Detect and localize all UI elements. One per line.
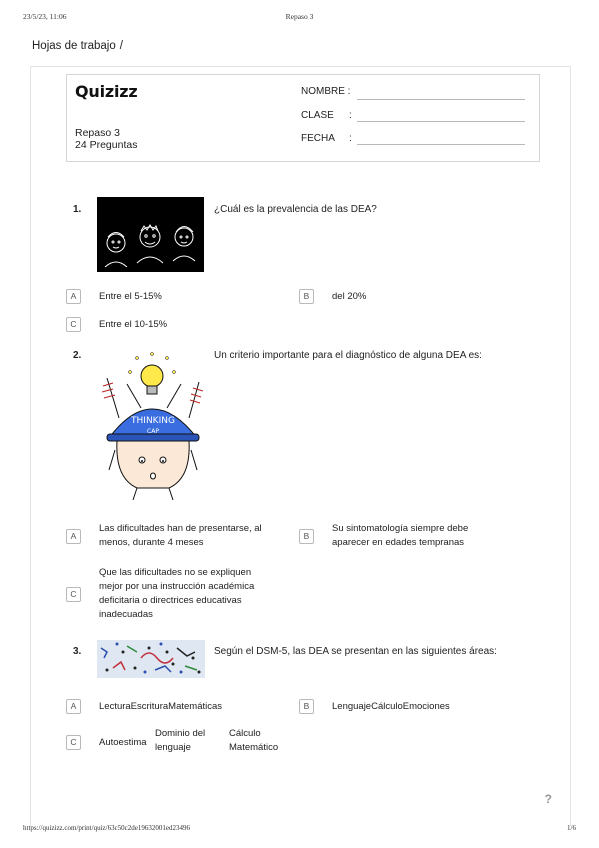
- print-url: https://quizizz.com/print/quiz/63c50c2de19632001ed23496: [23, 824, 190, 832]
- question-count: 24 Preguntas: [75, 139, 138, 151]
- option-text-part1: Autoestima: [99, 737, 147, 748]
- question-text: ¿Cuál es la prevalencia de las DEA?: [214, 204, 377, 215]
- print-datetime: 23/5/23, 11:06: [23, 12, 67, 21]
- option-text: Que las dificultades no se expliquen mejor por una instrucción académica deficitaria o directrices educativas inadecuadas: [99, 567, 255, 620]
- question-number: 3.: [73, 646, 82, 657]
- option-text-part3: Cálculo Matemático: [229, 728, 279, 753]
- print-doc-title: Repaso 3: [285, 12, 314, 21]
- children-faces-icon: [97, 197, 204, 272]
- cap-label-line2: CAP: [147, 428, 159, 435]
- option-text: del 20%: [332, 291, 367, 302]
- option-text: Entre el 10-15%: [99, 319, 168, 330]
- breadcrumb-separator: /: [119, 40, 123, 52]
- question-1-image: [97, 197, 204, 272]
- breadcrumb-worksheets-link[interactable]: Hojas de trabajo: [32, 40, 116, 52]
- class-field-line: [357, 121, 525, 122]
- colorful-doodle-pattern-icon: [97, 640, 205, 678]
- option-text: LecturaEscrituraMatemáticas: [99, 701, 223, 712]
- date-label: FECHA: [301, 133, 335, 144]
- class-colon: :: [349, 110, 352, 121]
- option-letter: B: [299, 699, 314, 714]
- thinking-cap-cartoon-icon: [97, 350, 209, 500]
- print-header: [23, 12, 576, 24]
- quiz-title-block: [75, 127, 137, 151]
- name-label: NOMBRE :: [301, 86, 351, 97]
- option-text-part2: Dominio del lenguaje: [155, 728, 206, 753]
- option-text: Su sintomatología siempre debe aparecer en edades tempranas: [332, 523, 469, 548]
- help-icon[interactable]: ?: [544, 792, 552, 806]
- question-text: Según el DSM-5, las DEA se presentan en las siguientes áreas:: [214, 646, 497, 657]
- quiz-name: Repaso 3: [75, 127, 120, 139]
- breadcrumb: [32, 40, 123, 52]
- option-letter: A: [66, 699, 81, 714]
- option-letter: B: [299, 289, 314, 304]
- quiz-header-card: [66, 74, 540, 162]
- date-colon: :: [349, 133, 352, 144]
- option-letter: C: [66, 587, 81, 602]
- question-text: Un criterio importante para el diagnóstico de alguna DEA es:: [214, 350, 482, 361]
- date-field-line: [357, 144, 525, 145]
- cap-label-line1: THINKING: [131, 416, 175, 426]
- option-letter: B: [299, 529, 314, 544]
- option-text: Las dificultades han de presentarse, al menos, durante 4 meses: [99, 523, 262, 548]
- name-field-line: [357, 99, 525, 100]
- question-3-image: [97, 640, 205, 678]
- option-letter: A: [66, 289, 81, 304]
- option-text: Entre el 5-15%: [99, 291, 162, 302]
- question-number: 2.: [73, 350, 82, 361]
- option-letter: A: [66, 529, 81, 544]
- option-letter: C: [66, 317, 81, 332]
- print-footer: [23, 824, 576, 836]
- quizizz-logo: Quizizz: [75, 82, 138, 101]
- option-letter: C: [66, 735, 81, 750]
- question-number: 1.: [73, 204, 82, 215]
- option-text: LenguajeCálculoEmociones: [332, 701, 450, 712]
- page-number: 1/6: [567, 824, 576, 832]
- question-2-image: [97, 350, 209, 500]
- class-label: CLASE: [301, 110, 334, 121]
